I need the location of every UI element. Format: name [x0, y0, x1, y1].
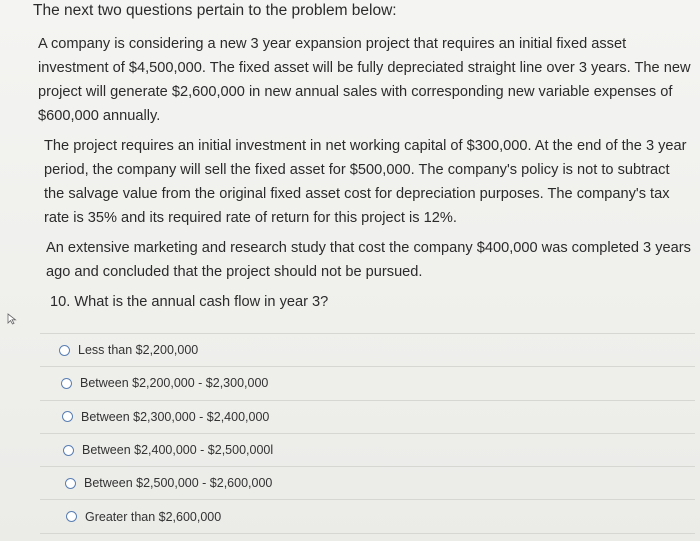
question-text: 10. What is the annual cash flow in year 3?: [50, 294, 329, 310]
answer-option-6[interactable]: [40, 499, 695, 533]
answer-options: [40, 333, 695, 534]
answer-option-label: Between $2,500,000 - $2,600,000: [84, 476, 273, 491]
answer-option-label: Less than $2,200,000: [78, 343, 199, 358]
answer-option-label: Greater than $2,600,000: [85, 509, 222, 524]
answer-option-label: Between $2,300,000 - $2,400,000: [81, 409, 270, 424]
answer-option-label: Between $2,400,000 - $2,500,000l: [82, 443, 274, 458]
instructions-heading: The next two questions pertain to the problem below:: [33, 2, 397, 19]
answer-option-1[interactable]: [40, 333, 695, 366]
answer-option-5[interactable]: [40, 466, 695, 499]
radio-button-icon[interactable]: [66, 511, 77, 522]
answer-option-3[interactable]: [40, 400, 695, 433]
radio-button-icon[interactable]: [62, 411, 73, 422]
answer-option-label: Between $2,200,000 - $2,300,000: [80, 376, 269, 391]
problem-paragraph-1: A company is considering a new 3 year expansion project that requires an initial fixed asset investment of $4,500,000. The fixed asset will be fully depreciated straight line over 3 years. The new project will generate $2,600,000 in new annual sales with corresponding new variable expenses of $600,000 annually.: [38, 36, 691, 124]
radio-button-icon[interactable]: [59, 345, 70, 356]
answer-option-4[interactable]: [40, 433, 695, 466]
answer-option-2[interactable]: [40, 366, 695, 399]
mouse-cursor-icon: [7, 313, 17, 325]
radio-button-icon[interactable]: [63, 445, 74, 456]
radio-button-icon[interactable]: [65, 478, 76, 489]
problem-paragraph-2: The project requires an initial investment in net working capital of $300,000. At the end of the 3 year period, the company will sell the fixed asset for $500,000. The company's policy is not to subtract the salvage value from the original fixed asset cost for depreciation purposes. The company's tax rate is 35% and its required rate of return for this project is 12%.: [44, 138, 687, 226]
radio-button-icon[interactable]: [61, 378, 72, 389]
problem-paragraph-3: An extensive marketing and research study that cost the company $400,000 was completed 3 years ago and concluded that the project should not be pursued.: [46, 240, 691, 280]
